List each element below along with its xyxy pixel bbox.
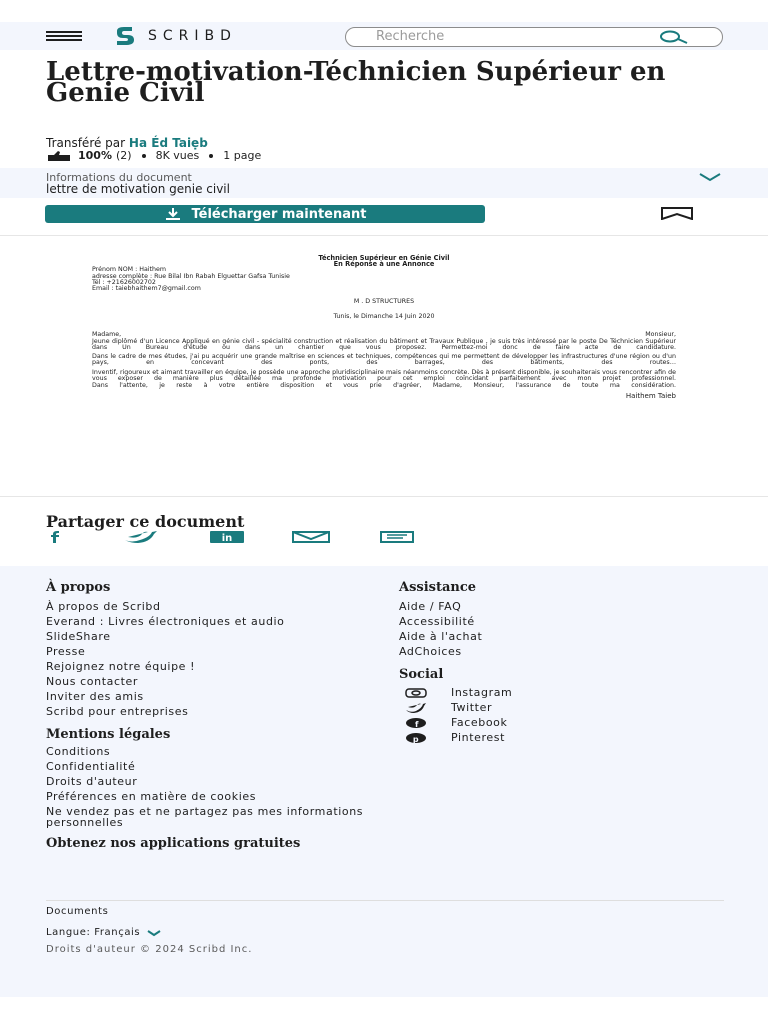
footer-link[interactable]: Confidentialité bbox=[46, 760, 136, 773]
separator-dot bbox=[209, 154, 213, 158]
page-title: Lettre-motivation-Téchnicien Supérieur en Genie Civil bbox=[46, 57, 666, 108]
footer-assistance bbox=[399, 580, 512, 743]
letter-company: M . D STRUCTURES bbox=[353, 298, 415, 306]
social-label: Facebook bbox=[451, 716, 508, 729]
social-facebook[interactable] bbox=[399, 717, 512, 728]
letter-address-line: Prénom NOM : Haithem bbox=[92, 266, 167, 274]
share-title: Partager ce document bbox=[46, 512, 245, 531]
chevron-down-icon[interactable] bbox=[698, 172, 722, 182]
chevron-down-icon bbox=[146, 929, 162, 937]
download-icon bbox=[164, 208, 182, 220]
footer bbox=[0, 566, 768, 997]
twitter-icon bbox=[403, 703, 429, 713]
letter-paragraph: Inventif, rigoureux et aimant travailler en équipe, je possède une approche pluridisciplinaire mais néanmoins concrète. Dès à présent disponible, je souhaiterais vous rencontrer afin de vous exposer de manière plus détaillée ma profonde motivation pour cet emploi coïncidant parfaitement avec mon projet professionnel. bbox=[92, 368, 676, 382]
footer-link[interactable]: Aide à l'achat bbox=[399, 630, 483, 643]
letter-heading: Téchnicien Supérieur en Génie Civil bbox=[318, 254, 450, 262]
footer-bottom bbox=[46, 906, 252, 955]
footer-link[interactable]: Préférences en matière de cookies bbox=[46, 790, 257, 803]
social-label: Pinterest bbox=[451, 731, 505, 744]
author-link[interactable]: Ha Éd Taiẹb bbox=[128, 136, 208, 150]
menu-icon[interactable] bbox=[46, 31, 82, 41]
social-pinterest[interactable] bbox=[399, 732, 512, 743]
footer-link[interactable]: Inviter des amis bbox=[46, 690, 144, 703]
language-selector[interactable] bbox=[46, 927, 252, 938]
letter-subheading: En Réponse à une Annonce bbox=[333, 260, 435, 269]
letter-paragraph: Dans l'attente, je reste à votre entière disposition et vous prie d'agréer, Madame, Monsieur, l'assurance de toute ma considération. bbox=[92, 382, 676, 390]
thumbs-up-icon bbox=[46, 151, 72, 161]
footer-heading: Social bbox=[399, 667, 444, 682]
email-icon[interactable] bbox=[292, 531, 330, 543]
divider bbox=[0, 496, 768, 497]
scribd-logo[interactable] bbox=[112, 25, 237, 47]
download-label: Télécharger maintenant bbox=[191, 206, 367, 222]
footer-link[interactable]: Ne vendez pas et ne partagez pas mes informations personnelles bbox=[46, 805, 364, 829]
footer-link[interactable]: Droits d'auteur bbox=[46, 775, 138, 788]
language-label: Langue: Français bbox=[46, 927, 141, 938]
footer-link[interactable]: Accessibilité bbox=[399, 615, 475, 628]
separator-dot bbox=[142, 154, 146, 158]
footer-heading: Assistance bbox=[399, 580, 477, 595]
document-preview bbox=[92, 255, 676, 399]
page-count: 1 page bbox=[223, 149, 262, 162]
linkedin-icon[interactable] bbox=[210, 531, 244, 543]
svg-text:f: f bbox=[414, 719, 420, 728]
document-description: lettre de motivation genie civil bbox=[46, 182, 230, 196]
view-count: 8K vues bbox=[155, 149, 200, 162]
social-instagram[interactable] bbox=[399, 687, 512, 698]
svg-text:in: in bbox=[221, 533, 233, 543]
footer-heading: Obtenez nos applications gratuites bbox=[46, 836, 301, 851]
copyright: Droits d'auteur © 2024 Scribd Inc. bbox=[46, 944, 253, 955]
twitter-icon[interactable] bbox=[124, 531, 158, 543]
divider bbox=[46, 900, 724, 901]
footer-link[interactable]: Aide / FAQ bbox=[399, 600, 462, 613]
social-label: Instagram bbox=[451, 686, 513, 699]
document-stats bbox=[46, 149, 261, 162]
letter-greeting bbox=[92, 332, 676, 338]
instagram-icon bbox=[403, 688, 429, 698]
letter-signature: Haithem Taieb bbox=[625, 392, 676, 401]
footer-heading: Mentions légales bbox=[46, 727, 171, 742]
scribd-logo-icon bbox=[112, 25, 138, 47]
top-nav-bar bbox=[0, 22, 768, 50]
uploaded-by-label: Transféré par bbox=[46, 136, 126, 150]
footer-link[interactable]: Scribd pour entreprises bbox=[46, 705, 189, 718]
footer-heading: À propos bbox=[46, 580, 111, 595]
letter-address-line: adresse complète : Rue Bilal Ibn Rabah Elguettar Gafsa Tunisie bbox=[92, 272, 290, 280]
bookmark-icon[interactable] bbox=[661, 207, 693, 220]
footer-about bbox=[46, 580, 366, 851]
pinterest-icon bbox=[403, 733, 429, 743]
letter-date: Tunis, le Dimanche 14 Juin 2020 bbox=[333, 313, 435, 321]
rating-count: (2) bbox=[115, 149, 132, 162]
document-info-label: Informations du document bbox=[46, 171, 192, 184]
footer-link[interactable]: Rejoignez notre équipe ! bbox=[46, 660, 196, 673]
social-twitter[interactable] bbox=[399, 702, 512, 713]
upload-info bbox=[46, 136, 208, 150]
social-label: Twitter bbox=[451, 701, 493, 714]
footer-link[interactable]: Nous contacter bbox=[46, 675, 139, 688]
rating-percent: 100% bbox=[78, 149, 112, 162]
document-info-panel[interactable] bbox=[0, 168, 768, 198]
footer-link[interactable]: Everand : Livres électroniques et audio bbox=[46, 615, 285, 628]
greeting-right: Monsieur, bbox=[645, 330, 676, 338]
download-button[interactable] bbox=[45, 205, 485, 223]
facebook-icon[interactable] bbox=[46, 531, 64, 543]
documents-link[interactable]: Documents bbox=[46, 906, 109, 917]
footer-link[interactable]: AdChoices bbox=[399, 645, 462, 658]
letter-paragraph: Jeune diplômé d'un Licence Appliqué en génie civil - spécialité construction et réalisation du bâtiment et Travaux Publique , je suis très intéressé par le poste De Téchnicien Supérieur dans Un Bureau d'étude ou dans un chantier que vous proposez. Permettez-moi donc de faire acte de candidature. bbox=[92, 337, 676, 352]
footer-link[interactable]: SlideShare bbox=[46, 630, 111, 643]
letter-paragraph: Dans le cadre de mes études, j'ai pu acquérir une grande maîtrise en sciences et techniques, compétences qui me permettent de développer les infrastructures d'une région ou d'un pays, en concevant des ponts, des barrages, des bâtiments, des routes… bbox=[92, 353, 676, 367]
footer-link[interactable]: Conditions bbox=[46, 745, 111, 758]
logo-text: SCRIBD bbox=[148, 28, 237, 44]
facebook-icon bbox=[403, 718, 429, 728]
footer-link[interactable]: À propos de Scribd bbox=[46, 600, 161, 613]
svg-text:p: p bbox=[412, 734, 420, 743]
letter-address-line: Tél : +21626002702 bbox=[92, 278, 156, 286]
search-input[interactable]: Recherche bbox=[376, 29, 445, 44]
copy-link-icon[interactable] bbox=[380, 531, 414, 543]
divider bbox=[0, 235, 768, 236]
search-icon[interactable] bbox=[656, 30, 692, 44]
greeting-left: Madame, bbox=[92, 330, 122, 338]
footer-link[interactable]: Presse bbox=[46, 645, 86, 658]
search-bar[interactable] bbox=[345, 27, 723, 47]
letter-address-line: Email : taiebhaithem7@gmail.com bbox=[92, 285, 201, 293]
